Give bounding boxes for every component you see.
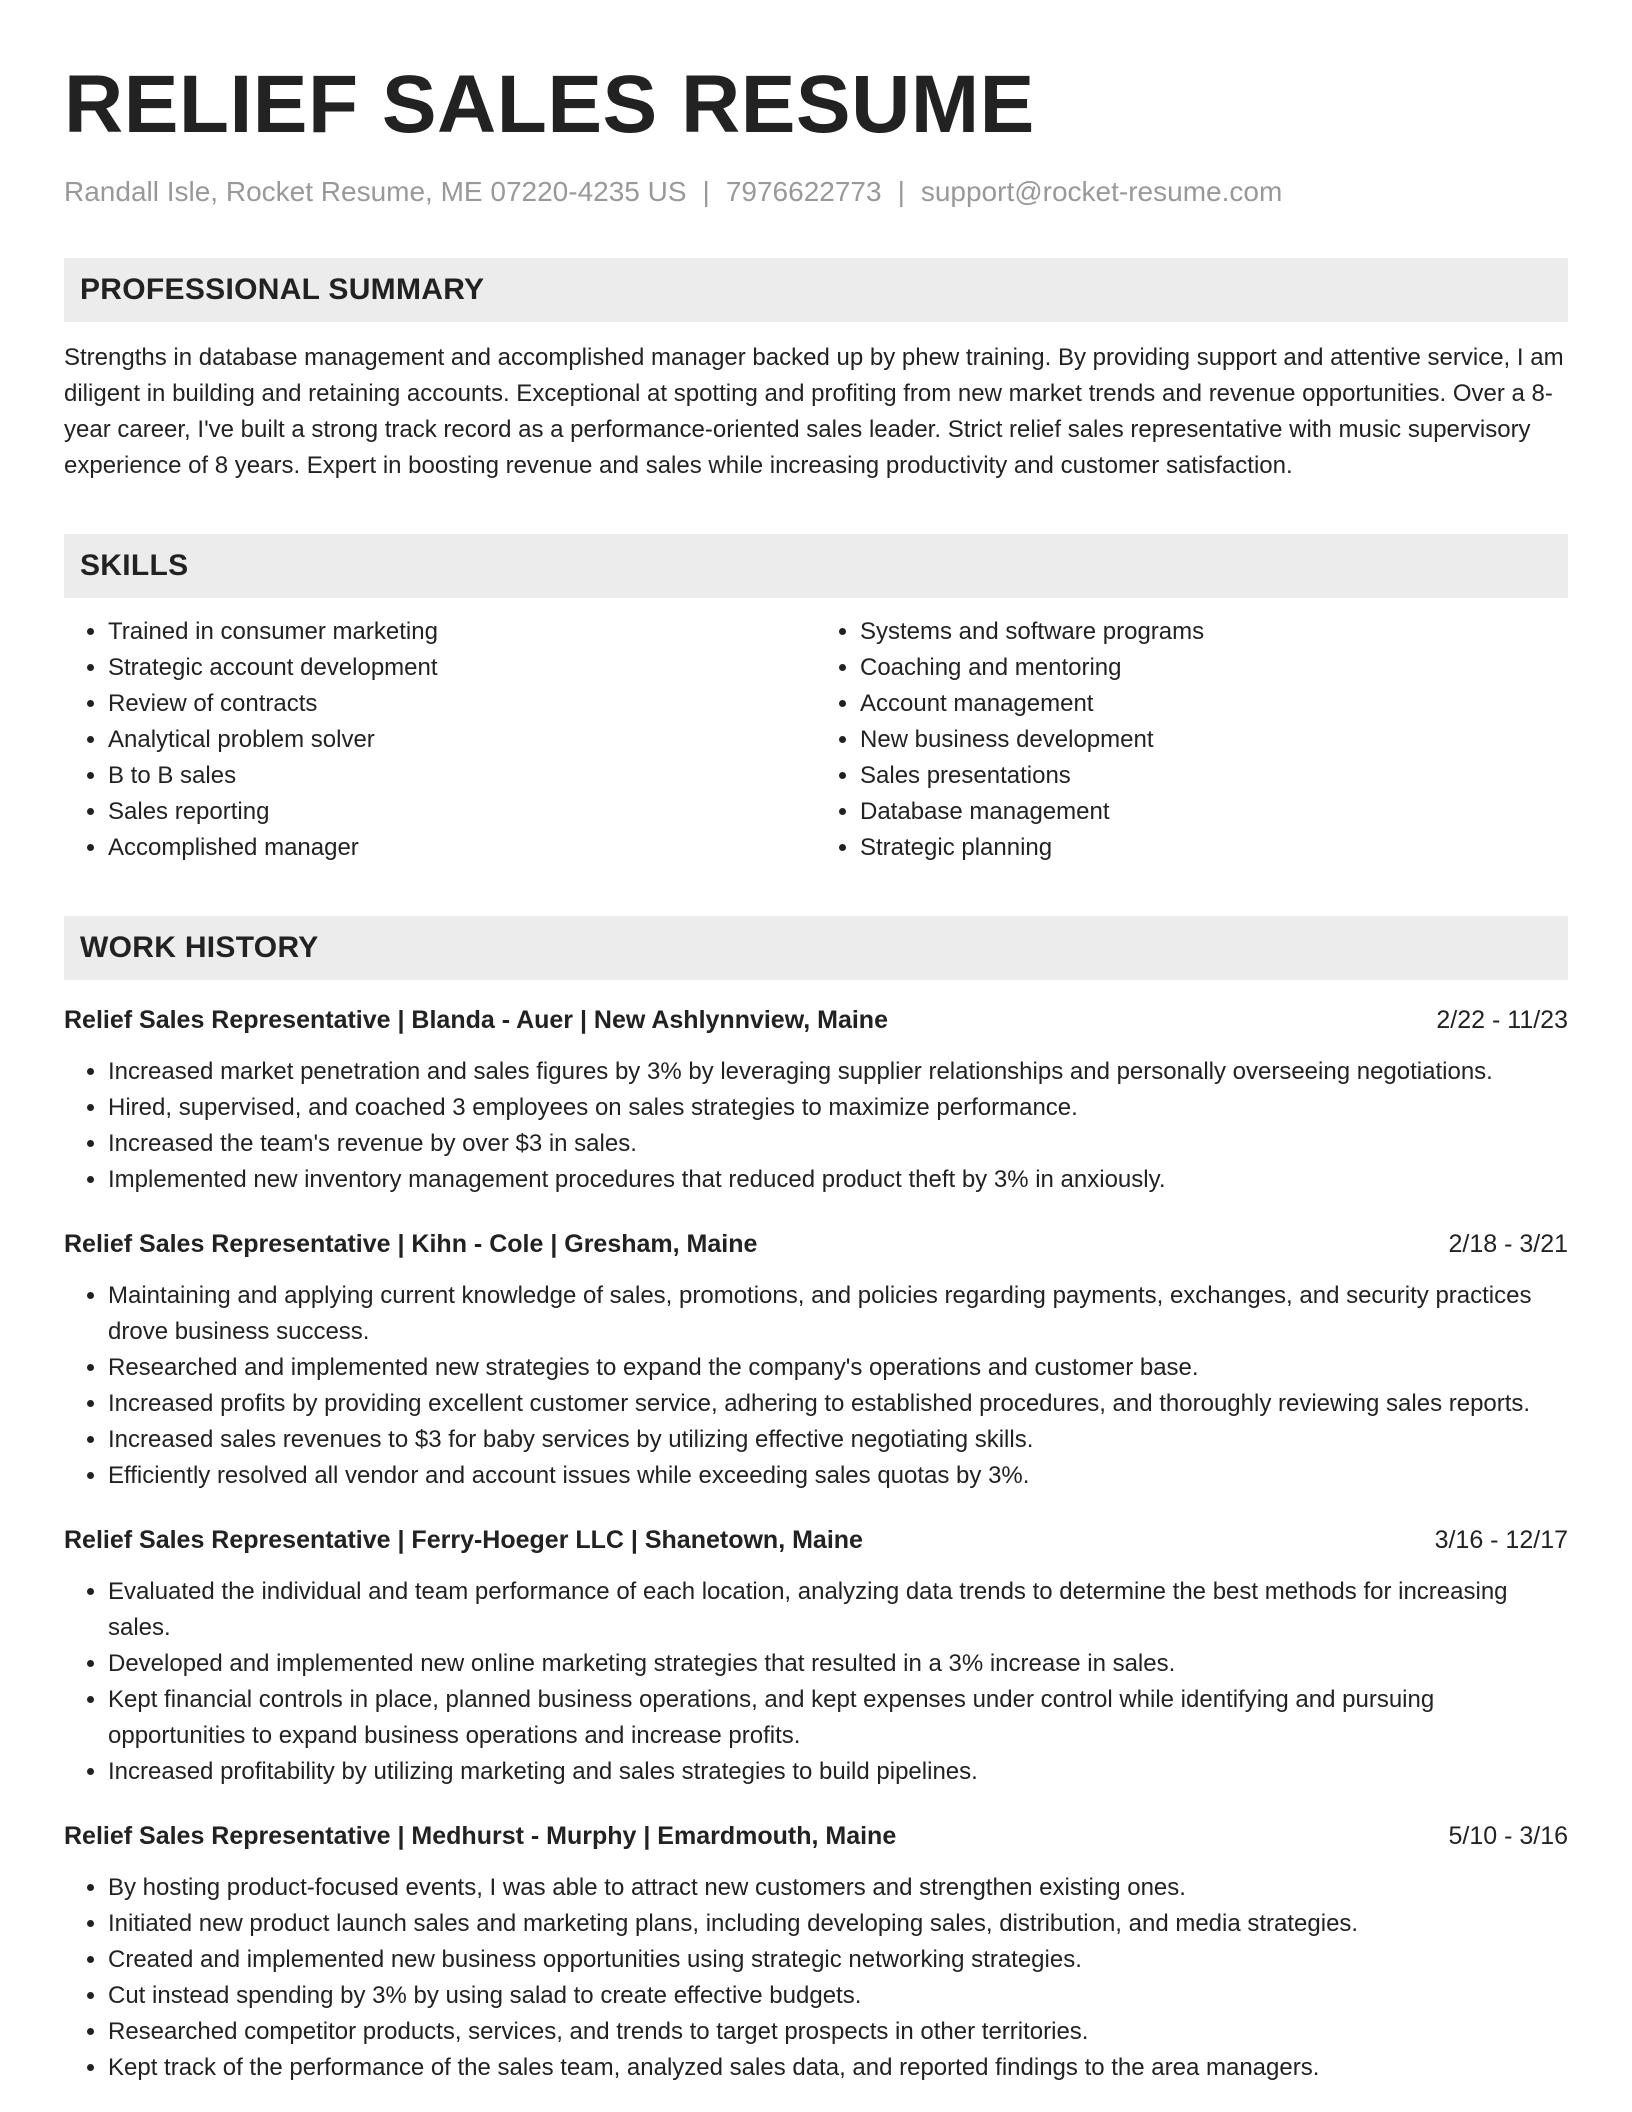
job-bullets	[64, 1574, 1568, 1790]
skill-item: • Accomplished manager	[108, 830, 816, 866]
job-entry	[64, 1818, 1568, 2086]
skill-item: • Systems and software programs	[860, 614, 1568, 650]
job-dates: 2/22 - 11/23	[1436, 1006, 1568, 1034]
skill-item: • Trained in consumer marketing	[108, 614, 816, 650]
skills-column-left	[64, 614, 816, 866]
skill-item: • Analytical problem solver	[108, 722, 816, 758]
job-bullet: • Implemented new inventory management procedures that reduced product theft by 3% in anxiously.	[108, 1162, 1568, 1198]
skills-list	[64, 614, 1568, 866]
contact-phone: 7976622773	[725, 176, 882, 207]
job-bullet: • Evaluated the individual and team performance of each location, analyzing data trends to determine the best methods for increasing sales.	[108, 1574, 1568, 1646]
job-bullet: • Researched competitor products, services, and trends to target prospects in other territories.	[108, 2014, 1568, 2050]
skill-item: • Database management	[860, 794, 1568, 830]
job-entry	[64, 1002, 1568, 1198]
job-bullets	[64, 1278, 1568, 1494]
job-bullet: • Researched and implemented new strategies to expand the company's operations and customer base.	[108, 1350, 1568, 1386]
contact-address: Randall Isle, Rocket Resume, ME 07220-4235 US	[64, 176, 687, 207]
job-bullet: • Increased the team's revenue by over $3 in sales.	[108, 1126, 1568, 1162]
skill-item: • Account management	[860, 686, 1568, 722]
summary-text: Strengths in database management and accomplished manager backed up by phew training. By providing support and attentive service, I am diligent in building and retaining accounts. Exceptional at spotting and profiting from new market trends and revenue opportunities. Over a 8-year career, I've built a strong track record as a performance-oriented sales leader. Strict relief sales representative with music supervisory experience of 8 years. Expert in boosting revenue and sales while increasing productivity and customer satisfaction.	[64, 344, 1564, 479]
job-title: Relief Sales Representative | Blanda - Auer | New Ashlynnview, Maine	[64, 1006, 888, 1034]
job-bullet: • Developed and implemented new online marketing strategies that resulted in a 3% increase in sales.	[108, 1646, 1568, 1682]
contact-separator: |	[702, 176, 710, 207]
job-header	[64, 1522, 1568, 1558]
job-bullet: • Initiated new product launch sales and marketing plans, including developing sales, distribution, and media strategies.	[108, 1906, 1568, 1942]
contact-line	[64, 176, 1568, 208]
job-bullet: • Created and implemented new business opportunities using strategic networking strategies.	[108, 1942, 1568, 1978]
job-bullet: • Increased profits by providing excellent customer service, adhering to established procedures, and thoroughly reviewing sales reports.	[108, 1386, 1568, 1422]
skill-item: • New business development	[860, 722, 1568, 758]
job-bullet: • Increased profitability by utilizing marketing and sales strategies to build pipelines.	[108, 1754, 1568, 1790]
skill-item: • Sales presentations	[860, 758, 1568, 794]
skill-item: • B to B sales	[108, 758, 816, 794]
skills-column-right	[816, 614, 1568, 866]
job-bullet: • Efficiently resolved all vendor and account issues while exceeding sales quotas by 3%.	[108, 1458, 1568, 1494]
skill-item: • Strategic planning	[860, 830, 1568, 866]
job-bullet: • Maintaining and applying current knowledge of sales, promotions, and policies regarding payments, exchanges, and security practices drove business success.	[108, 1278, 1568, 1350]
job-bullet: • By hosting product-focused events, I was able to attract new customers and strengthen existing ones.	[108, 1870, 1568, 1906]
skill-item: • Sales reporting	[108, 794, 816, 830]
job-dates: 5/10 - 3/16	[1448, 1822, 1568, 1850]
job-dates: 3/16 - 12/17	[1434, 1526, 1568, 1554]
job-bullet: • Kept financial controls in place, planned business operations, and kept expenses under control while identifying and pursuing opportunities to expand business operations and increase profits.	[108, 1682, 1568, 1754]
skill-item: • Review of contracts	[108, 686, 816, 722]
job-bullet: • Hired, supervised, and coached 3 employees on sales strategies to maximize performance.	[108, 1090, 1568, 1126]
job-header	[64, 1002, 1568, 1038]
job-bullet: • Kept track of the performance of the sales team, analyzed sales data, and reported findings to the area managers.	[108, 2050, 1568, 2086]
job-bullet: • Increased market penetration and sales figures by 3% by leveraging supplier relationships and personally overseeing negotiations.	[108, 1054, 1568, 1090]
job-dates: 2/18 - 3/21	[1448, 1230, 1568, 1258]
job-title: Relief Sales Representative | Ferry-Hoeger LLC | Shanetown, Maine	[64, 1526, 863, 1554]
job-title: Relief Sales Representative | Kihn - Cole | Gresham, Maine	[64, 1230, 758, 1258]
job-entry	[64, 1226, 1568, 1494]
work-history-heading: WORK HISTORY	[64, 916, 1568, 980]
work-history-list	[64, 1002, 1568, 2086]
resume-title: RELIEF SALES RESUME	[64, 59, 1035, 150]
job-header	[64, 1226, 1568, 1262]
job-entry	[64, 1522, 1568, 1790]
job-bullet: • Increased sales revenues to $3 for baby services by utilizing effective negotiating skills.	[108, 1422, 1568, 1458]
skills-heading: SKILLS	[64, 534, 1568, 598]
job-bullets	[64, 1870, 1568, 2086]
job-header	[64, 1818, 1568, 1854]
summary-heading: PROFESSIONAL SUMMARY	[64, 258, 1568, 322]
contact-email: support@rocket-resume.com	[920, 176, 1283, 207]
contact-separator: |	[897, 176, 905, 207]
skill-item: • Coaching and mentoring	[860, 650, 1568, 686]
skill-item: • Strategic account development	[108, 650, 816, 686]
job-bullet: • Cut instead spending by 3% by using salad to create effective budgets.	[108, 1978, 1568, 2014]
job-bullets	[64, 1054, 1568, 1198]
job-title: Relief Sales Representative | Medhurst - Murphy | Emardmouth, Maine	[64, 1822, 897, 1850]
